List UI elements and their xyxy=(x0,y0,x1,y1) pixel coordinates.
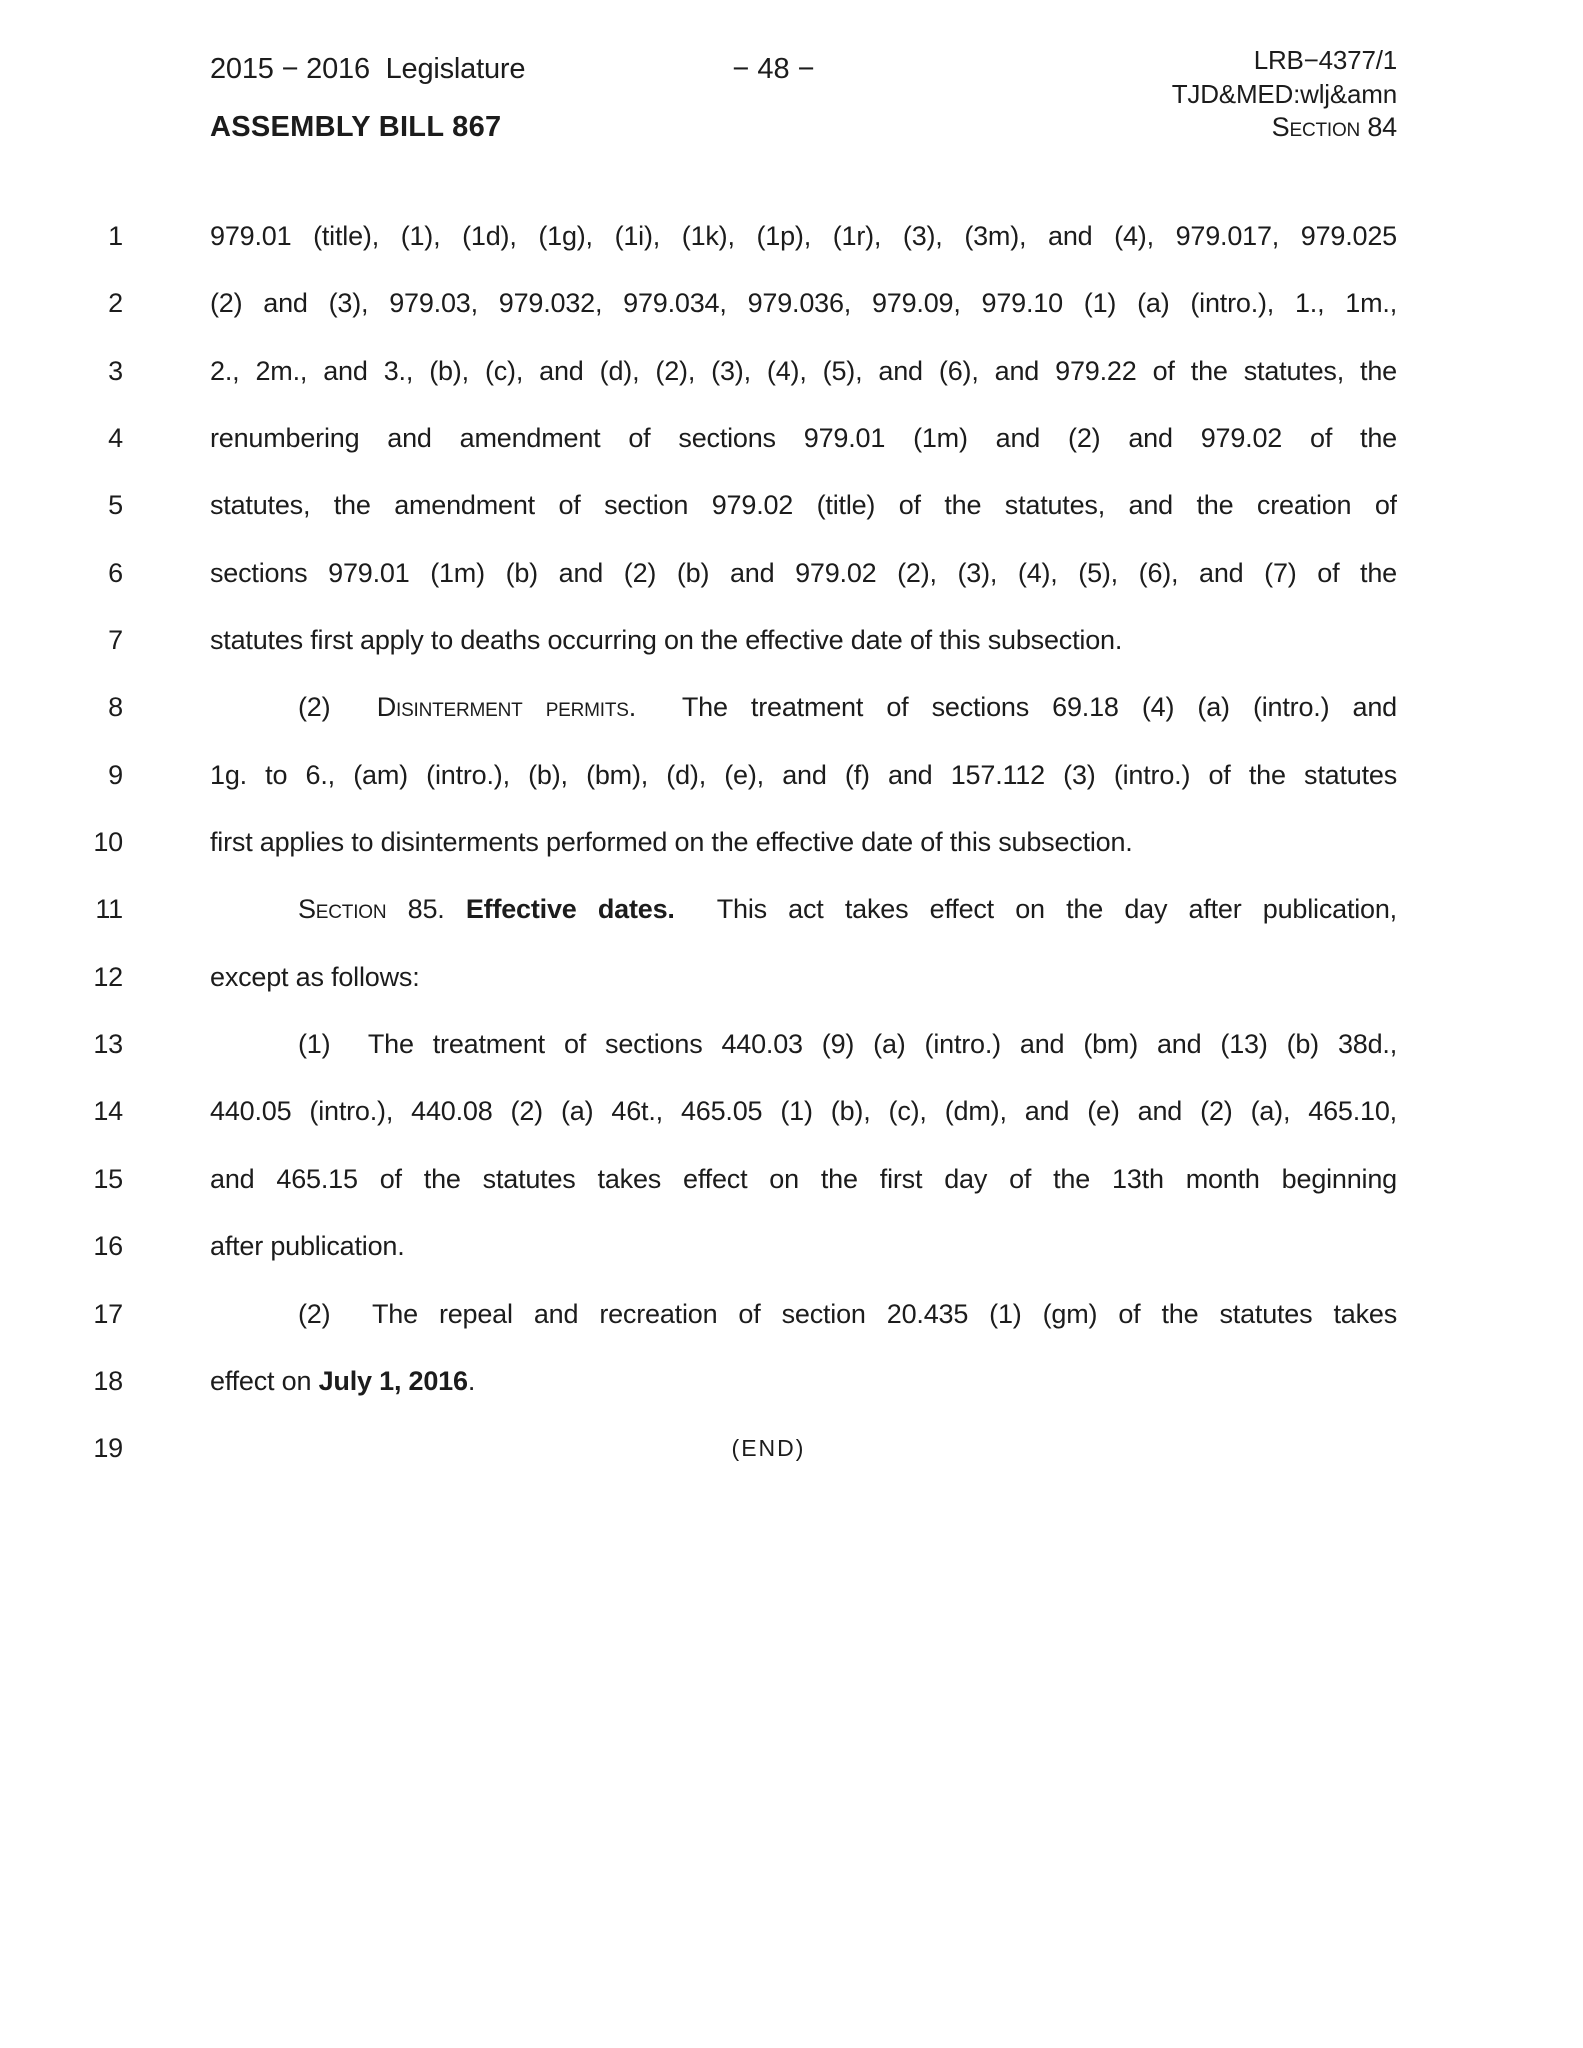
line-number: 16 xyxy=(93,1231,123,1262)
line-number: 1 xyxy=(108,221,123,251)
text-segment: (2) xyxy=(298,692,377,723)
line-text xyxy=(210,405,1397,472)
bill-line xyxy=(0,742,1583,809)
line-text xyxy=(210,607,1397,674)
text-segment-bold: Effective dates. xyxy=(465,894,675,925)
line-number: 4 xyxy=(108,423,123,454)
line-text xyxy=(210,1281,1397,1348)
text-segment: effect on xyxy=(210,1365,319,1396)
line-text xyxy=(210,338,1397,405)
bill-line xyxy=(0,607,1583,674)
text-segment-smallcaps: Section 85. xyxy=(298,894,445,925)
text-segment: This act takes effect on the day after publication, xyxy=(674,894,1397,925)
line-number: 11 xyxy=(95,894,123,925)
bill-line xyxy=(0,674,1583,741)
line-number: 7 xyxy=(108,625,123,656)
bill-line xyxy=(0,1213,1583,1280)
bill-line xyxy=(0,1281,1583,1348)
text-segment-smallcaps: Disinterment permits. xyxy=(376,692,637,723)
line-text xyxy=(210,1348,1397,1415)
line-text xyxy=(210,1146,1397,1213)
line-number: 15 xyxy=(93,1163,123,1194)
line-text xyxy=(210,270,1397,337)
text-segment: 2., 2m., and 3., (b), (c), and (d), (2), (3), (4), (5), and (6), and 979.22 of the statutes, the xyxy=(210,355,1397,386)
line-number: 3 xyxy=(108,355,123,386)
line-number: 13 xyxy=(93,1029,123,1060)
text-segment: statutes first apply to deaths occurring on the effective date of this subsection. xyxy=(210,625,1123,656)
line-text xyxy=(210,472,1397,539)
line-number: 18 xyxy=(93,1365,123,1396)
line-number: 12 xyxy=(93,961,123,992)
line-text xyxy=(210,1415,1397,1482)
text-segment: The treatment of sections 69.18 (4) (a) (intro.) and xyxy=(636,692,1397,723)
text-segment: . xyxy=(467,1365,476,1396)
text-segment: (1) The treatment of sections 440.03 (9) (a) (intro.) and (bm) and (13) (b) 38d., xyxy=(298,1029,1397,1060)
header-drafting-code: TJD&MED:wlj&amn xyxy=(1171,78,1397,109)
text-segment: (END) xyxy=(731,1435,806,1462)
text-segment: (2) and (3), 979.03, 979.032, 979.034, 979.036, 979.09, 979.10 (1) (a) (intro.), 1., 1m., xyxy=(210,288,1397,319)
bill-line xyxy=(0,1146,1583,1213)
bill-line xyxy=(0,1415,1583,1482)
line-number: 8 xyxy=(108,692,123,723)
line-number: 19 xyxy=(93,1433,123,1464)
text-segment: 440.05 (intro.), 440.08 (2) (a) 46t., 465.05 (1) (b), (c), (dm), and (e) and (2) (a), 465.10, xyxy=(210,1096,1397,1127)
bill-line xyxy=(0,1078,1583,1145)
line-text xyxy=(210,203,1397,270)
line-text xyxy=(210,540,1397,607)
text-segment: first applies to disinterments performed on the effective date of this subsection. xyxy=(210,827,1133,858)
line-text xyxy=(210,674,1397,741)
text-segment: 979.01 (title), (1), (1d), (1g), (1i), (1k), (1p), (1r), (3), (3m), and (4), 979.017, 979.025 xyxy=(210,221,1397,251)
text-segment: and 465.15 of the statutes takes effect on the first day of the 13th month beginning xyxy=(210,1163,1397,1194)
line-number: 6 xyxy=(108,557,123,588)
header-lrb-number: LRB−4377/1 xyxy=(1253,45,1397,75)
bill-title: ASSEMBLY BILL 867 xyxy=(210,111,502,143)
bill-line xyxy=(0,472,1583,539)
line-text xyxy=(210,944,1397,1011)
text-segment: sections 979.01 (1m) (b) and (2) (b) and 979.02 (2), (3), (4), (5), (6), and (7) of the xyxy=(210,557,1397,588)
text-segment: 1g. to 6., (am) (intro.), (b), (bm), (d), (e), and (f) and 157.112 (3) (intro.) of the statutes xyxy=(210,759,1397,790)
line-number: 17 xyxy=(93,1298,123,1329)
text-segment: after publication. xyxy=(210,1231,405,1262)
bill-line xyxy=(0,944,1583,1011)
line-text xyxy=(210,876,1397,943)
line-text xyxy=(210,1078,1397,1145)
bill-line xyxy=(0,270,1583,337)
bill-line xyxy=(0,203,1583,270)
text-segment: renumbering and amendment of sections 979.01 (1m) and (2) and 979.02 of the xyxy=(210,423,1397,454)
header-page-number: − 48 − xyxy=(732,53,815,85)
bill-line xyxy=(0,809,1583,876)
text-segment: except as follows: xyxy=(210,961,420,992)
text-segment-bold: July 1, 2016 xyxy=(318,1365,468,1396)
header-section-ref: Section 84 xyxy=(1271,112,1397,142)
bill-line xyxy=(0,405,1583,472)
line-number: 14 xyxy=(93,1096,123,1127)
line-number: 5 xyxy=(108,490,123,521)
line-text xyxy=(210,742,1397,809)
bill-line xyxy=(0,338,1583,405)
line-text xyxy=(210,1213,1397,1280)
bill-line xyxy=(0,540,1583,607)
text-segment xyxy=(445,894,466,924)
text-segment: (2) The repeal and recreation of section 20.435 (1) (gm) of the statutes takes xyxy=(298,1298,1397,1329)
line-number: 2 xyxy=(108,288,123,319)
line-number: 9 xyxy=(108,759,123,790)
bill-line xyxy=(0,876,1583,943)
line-number: 10 xyxy=(93,827,123,858)
bill-line xyxy=(0,1348,1583,1415)
header-right-block xyxy=(1172,44,1397,145)
header-legislature-session: 2015 − 2016 Legislature xyxy=(210,53,526,85)
text-segment: statutes, the amendment of section 979.02 (title) of the statutes, and the creation of xyxy=(210,490,1397,521)
line-text xyxy=(210,1011,1397,1078)
bill-line xyxy=(0,1011,1583,1078)
line-text xyxy=(210,809,1397,876)
body-lines xyxy=(0,203,1583,1483)
